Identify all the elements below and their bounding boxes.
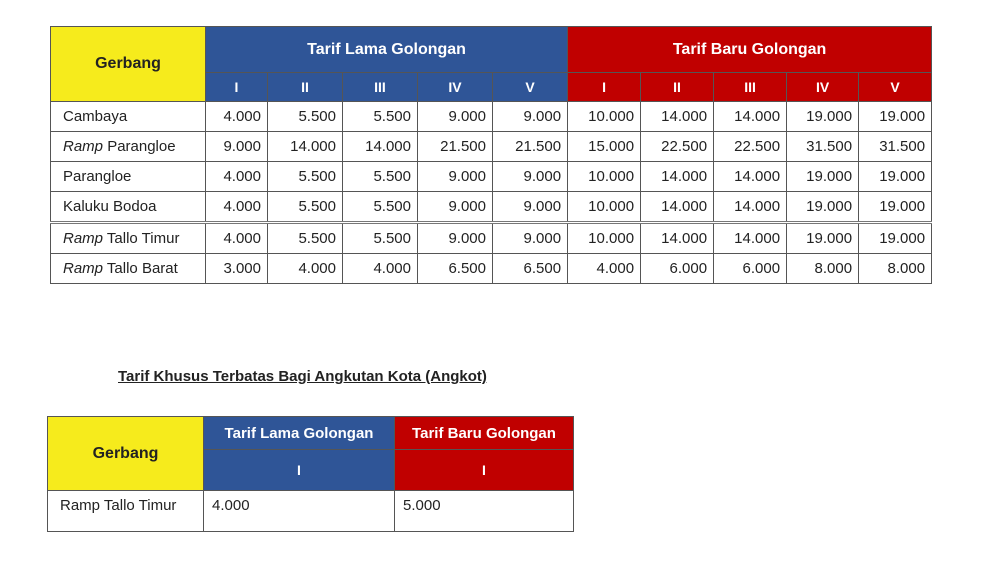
new-tariff-cell: 19.000 — [787, 223, 859, 254]
gate-prefix: Ramp — [63, 138, 104, 155]
new-class-label: II — [641, 73, 714, 102]
old-tariff-cell: 9.000 — [418, 102, 493, 132]
main-tariff-table — [50, 26, 932, 284]
new-tariff-cell: 15.000 — [568, 132, 641, 162]
gate-label: Tallo Timur — [106, 230, 180, 247]
angkot-new-tariff-header: Tarif Baru Golongan — [395, 417, 574, 450]
old-tariff-cell: 5.500 — [268, 192, 343, 223]
angkot-old-tariff-header: Tarif Lama Golongan — [204, 417, 395, 450]
old-class-label: V — [493, 73, 568, 102]
angkot-gate-header: Gerbang — [48, 417, 204, 491]
angkot-gate-name: Ramp Tallo Timur — [48, 491, 204, 532]
gate-name — [51, 162, 206, 192]
old-tariff-cell: 14.000 — [268, 132, 343, 162]
new-class-label: I — [568, 73, 641, 102]
old-tariff-cell: 14.000 — [343, 132, 418, 162]
old-tariff-cell: 4.000 — [206, 162, 268, 192]
old-tariff-header: Tarif Lama Golongan — [206, 27, 568, 73]
new-tariff-cell: 31.500 — [859, 132, 932, 162]
new-tariff-cell: 6.000 — [641, 254, 714, 284]
old-tariff-cell: 21.500 — [493, 132, 568, 162]
old-tariff-cell: 3.000 — [206, 254, 268, 284]
gate-label: Parangloe — [107, 138, 176, 155]
new-tariff-cell: 14.000 — [714, 162, 787, 192]
old-tariff-cell: 9.000 — [493, 223, 568, 254]
old-class-label: IV — [418, 73, 493, 102]
gate-label: Parangloe — [63, 168, 132, 185]
old-tariff-cell: 9.000 — [493, 102, 568, 132]
old-tariff-cell: 4.000 — [343, 254, 418, 284]
angkot-tariff-table — [47, 416, 574, 532]
new-tariff-cell: 8.000 — [859, 254, 932, 284]
old-tariff-cell: 6.500 — [493, 254, 568, 284]
new-class-label: III — [714, 73, 787, 102]
main-table-body — [51, 102, 932, 284]
angkot-new-tariff-value: 5.000 — [395, 491, 574, 532]
gate-label: Kaluku Bodoa — [63, 198, 157, 215]
old-tariff-cell: 5.500 — [268, 102, 343, 132]
gate-label: Cambaya — [63, 108, 128, 125]
new-tariff-cell: 14.000 — [714, 192, 787, 223]
old-tariff-cell: 5.500 — [343, 102, 418, 132]
new-tariff-cell: 19.000 — [787, 162, 859, 192]
new-tariff-cell: 4.000 — [568, 254, 641, 284]
old-tariff-cell: 5.500 — [343, 223, 418, 254]
new-tariff-cell: 19.000 — [859, 102, 932, 132]
new-tariff-cell: 10.000 — [568, 192, 641, 223]
old-tariff-cell: 4.000 — [206, 102, 268, 132]
new-tariff-cell: 10.000 — [568, 162, 641, 192]
new-tariff-cell: 14.000 — [714, 102, 787, 132]
old-class-label: III — [343, 73, 418, 102]
gate-label: Tallo Barat — [106, 260, 178, 277]
new-tariff-cell: 31.500 — [787, 132, 859, 162]
new-tariff-cell: 8.000 — [787, 254, 859, 284]
new-tariff-cell: 19.000 — [859, 192, 932, 223]
old-tariff-cell: 5.500 — [343, 192, 418, 223]
new-tariff-cell: 14.000 — [641, 102, 714, 132]
new-tariff-cell: 14.000 — [714, 223, 787, 254]
old-tariff-cell: 9.000 — [493, 192, 568, 223]
table-row — [51, 254, 932, 284]
old-tariff-cell: 21.500 — [418, 132, 493, 162]
old-tariff-cell: 5.500 — [343, 162, 418, 192]
gate-name — [51, 132, 206, 162]
gate-header: Gerbang — [51, 27, 206, 102]
new-tariff-cell: 10.000 — [568, 223, 641, 254]
angkot-old-class-label: I — [204, 450, 395, 491]
old-class-label: I — [206, 73, 268, 102]
new-tariff-cell: 14.000 — [641, 223, 714, 254]
new-tariff-cell: 10.000 — [568, 102, 641, 132]
angkot-section-title: Tarif Khusus Terbatas Bagi Angkutan Kota (Angkot) — [118, 368, 487, 385]
new-tariff-cell: 6.000 — [714, 254, 787, 284]
gate-prefix: Ramp — [63, 260, 104, 277]
new-tariff-cell: 14.000 — [641, 162, 714, 192]
table-row — [51, 223, 932, 254]
old-tariff-cell: 5.500 — [268, 223, 343, 254]
new-class-label: IV — [787, 73, 859, 102]
gate-name — [51, 223, 206, 254]
table-row — [48, 491, 574, 532]
new-tariff-cell: 19.000 — [859, 162, 932, 192]
table-row — [51, 132, 932, 162]
old-tariff-cell: 9.000 — [418, 192, 493, 223]
gate-name — [51, 254, 206, 284]
table-row — [51, 162, 932, 192]
table-row — [51, 192, 932, 223]
old-tariff-cell: 4.000 — [206, 223, 268, 254]
old-tariff-cell: 5.500 — [268, 162, 343, 192]
new-tariff-cell: 19.000 — [859, 223, 932, 254]
old-tariff-cell: 9.000 — [418, 162, 493, 192]
gate-name — [51, 192, 206, 223]
old-tariff-cell: 4.000 — [206, 192, 268, 223]
angkot-old-tariff-value: 4.000 — [204, 491, 395, 532]
old-tariff-cell: 9.000 — [418, 223, 493, 254]
new-tariff-cell: 14.000 — [641, 192, 714, 223]
gate-name — [51, 102, 206, 132]
gate-prefix: Ramp — [63, 230, 104, 247]
new-tariff-cell: 19.000 — [787, 192, 859, 223]
old-tariff-cell: 4.000 — [268, 254, 343, 284]
new-tariff-cell: 22.500 — [641, 132, 714, 162]
angkot-new-class-label: I — [395, 450, 574, 491]
old-tariff-cell: 9.000 — [206, 132, 268, 162]
old-tariff-cell: 9.000 — [493, 162, 568, 192]
old-tariff-cell: 6.500 — [418, 254, 493, 284]
new-class-label: V — [859, 73, 932, 102]
new-tariff-header: Tarif Baru Golongan — [568, 27, 932, 73]
old-class-label: II — [268, 73, 343, 102]
new-tariff-cell: 22.500 — [714, 132, 787, 162]
table-row — [51, 102, 932, 132]
new-tariff-cell: 19.000 — [787, 102, 859, 132]
